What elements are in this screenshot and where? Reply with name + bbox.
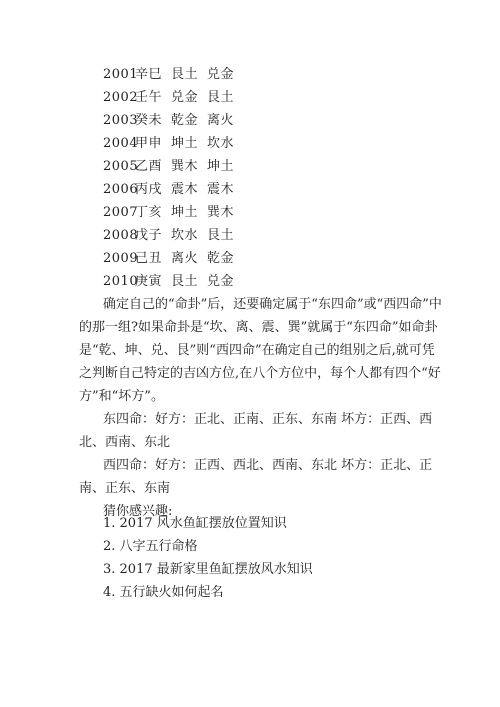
ganzhi: 辛巳 bbox=[135, 67, 163, 82]
year: 2010 bbox=[103, 274, 139, 289]
year: 2008 bbox=[103, 228, 139, 243]
paragraph-east-four: 东四命：好方：正北、正南、正东、东南 坏方：正西、西北、西南、东北 bbox=[79, 412, 433, 450]
year-row bbox=[103, 270, 234, 293]
gua-female: 兑金 bbox=[207, 274, 235, 289]
gua-female: 离火 bbox=[207, 113, 235, 128]
gua-male: 震木 bbox=[171, 182, 199, 197]
related-link[interactable]: 4. 五行缺火如何起名 bbox=[103, 585, 224, 600]
year-row bbox=[103, 86, 234, 109]
gua-male: 乾金 bbox=[171, 113, 199, 128]
ganzhi: 壬午 bbox=[135, 90, 163, 105]
related-link[interactable]: 1. 2017 风水鱼缸摆放位置知识 bbox=[103, 516, 287, 531]
year-row bbox=[103, 109, 234, 132]
gua-female: 乾金 bbox=[207, 251, 235, 266]
year-row bbox=[103, 132, 234, 155]
year-row bbox=[103, 178, 234, 201]
ganzhi: 丁亥 bbox=[135, 205, 163, 220]
ganzhi: 庚寅 bbox=[135, 274, 163, 289]
related-link[interactable]: 3. 2017 最新家里鱼缸摆放风水知识 bbox=[103, 562, 313, 577]
year: 2005 bbox=[103, 159, 139, 174]
gua-male: 坎水 bbox=[171, 228, 199, 243]
gua-female: 震木 bbox=[207, 182, 235, 197]
related-heading: 猜你感兴趣: bbox=[103, 504, 173, 519]
gua-male: 巽木 bbox=[171, 159, 199, 174]
gua-female: 艮土 bbox=[207, 228, 235, 243]
year: 2001 bbox=[103, 67, 139, 82]
gua-female: 坎水 bbox=[207, 136, 235, 151]
gua-male: 艮土 bbox=[171, 67, 199, 82]
ganzhi: 己丑 bbox=[135, 251, 163, 266]
year: 2004 bbox=[103, 136, 139, 151]
gua-male: 坤土 bbox=[171, 205, 199, 220]
gua-female: 艮土 bbox=[207, 90, 235, 105]
related-link[interactable]: 2. 八字五行命格 bbox=[103, 539, 198, 554]
year: 2003 bbox=[103, 113, 139, 128]
gua-male: 坤土 bbox=[171, 136, 199, 151]
ganzhi: 丙戌 bbox=[135, 182, 163, 197]
year: 2002 bbox=[103, 90, 139, 105]
year-row bbox=[103, 224, 234, 247]
paragraph-west-four: 西四命：好方：正西、西北、西南、东北 坏方：正北、正南、正东、东南 bbox=[79, 458, 433, 496]
ganzhi: 甲申 bbox=[135, 136, 163, 151]
body-text bbox=[79, 293, 443, 523]
paragraph-east-west-intro: 确定自己的“命卦”后，还要确定属于“东四命”或“西四命”中的那一组?如果命卦是“坎、离、震、巽”就属于“东四命”如命卦是“乾、坤、兑、艮”则“西四命”在确定自己的组别之后,就可凭之判断自己特定的吉凶方位,在八个方位中，每个人都有四个“好方”和“坏方”。 bbox=[79, 297, 442, 404]
ganzhi: 癸未 bbox=[135, 113, 163, 128]
gua-male: 兑金 bbox=[171, 90, 199, 105]
gua-female: 巽木 bbox=[207, 205, 235, 220]
related-links-list bbox=[103, 512, 313, 604]
year-row bbox=[103, 63, 234, 86]
year-row bbox=[103, 155, 234, 178]
year: 2007 bbox=[103, 205, 139, 220]
year: 2006 bbox=[103, 182, 139, 197]
gua-female: 坤土 bbox=[207, 159, 235, 174]
year-row bbox=[103, 247, 234, 270]
gua-female: 兑金 bbox=[207, 67, 235, 82]
gua-male: 离火 bbox=[171, 251, 199, 266]
ganzhi: 戊子 bbox=[135, 228, 163, 243]
ganzhi: 乙酉 bbox=[135, 159, 163, 174]
gua-male: 艮土 bbox=[171, 274, 199, 289]
year-gua-list bbox=[103, 63, 234, 293]
year: 2009 bbox=[103, 251, 139, 266]
year-row bbox=[103, 201, 234, 224]
